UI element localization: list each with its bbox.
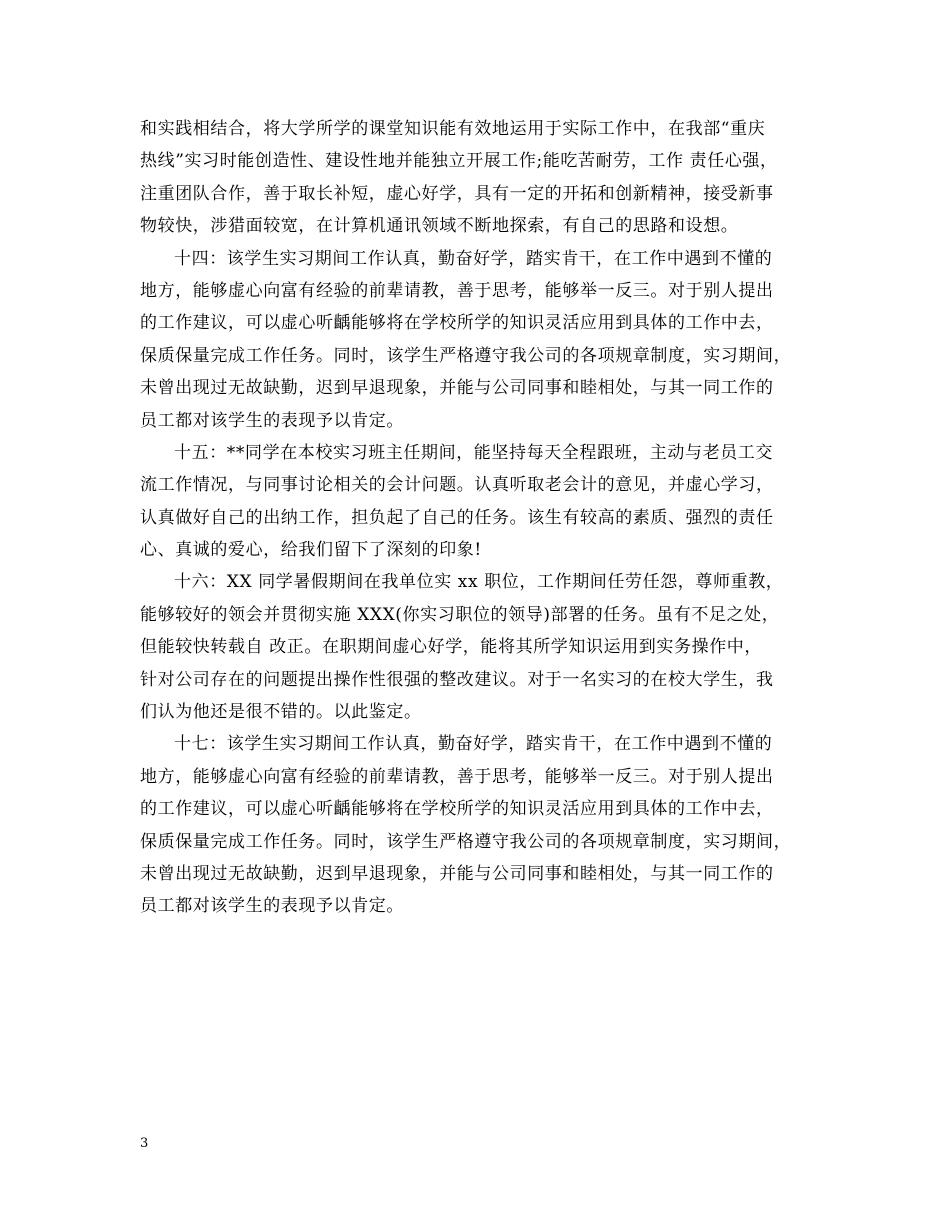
text-line: 保质保量完成工作任务。同时，该学生严格遵守我公司的各项规章制度，实习期间， [140, 345, 792, 366]
text-line: 流工作情况，与同事讨论相关的会计问题。认真听取老会计的意见，并虚心学习， [140, 475, 774, 496]
text-line: 和实践相结合，将大学所学的课堂知识能有效地运用于实际工作中，在我部“重庆 [140, 119, 766, 139]
text-line: 但能较快转载自 改正。在职期间虚心好学，能将其所学知识运用到实务操作中， [140, 637, 763, 658]
text-line: 的工作建议，可以虚心听齲能够将在学校所学的知识灵活应用到具体的工作中去， [140, 313, 774, 334]
text-line: 认真做好自己的出纳工作，担负起了自己的任务。该生有较高的素质、强烈的责任 [140, 507, 774, 528]
text-line: 注重团队合作，善于取长补短，虚心好学，具有一定的开拓和创新精神，接受新事 [140, 183, 774, 204]
text-line: 员工都对该学生的表现予以肯定。 [140, 410, 404, 431]
text-line: 地方，能够虚心向富有经验的前辈请教，善于思考，能够举一反三。对于别人提出 [140, 280, 774, 301]
text-line: 热线”实习时能创造性、建设性地并能独立开展工作;能吃苦耐劳，工作 责任心强， [140, 151, 778, 172]
text-line: 的工作建议，可以虚心听齲能够将在学校所学的知识灵活应用到具体的工作中去， [140, 799, 774, 820]
text-line: 未曾出现过无故缺勤，迟到早退现象，并能与公司同事和睦相处，与其一同工作的 [140, 863, 774, 884]
text-line: 能够较好的领会并贯彻实施 XXX(你实习职位的领导)部署的任务。虽有不足之处， [140, 604, 780, 625]
text-line: 们认为他还是很不错的。以此鉴定。 [140, 702, 422, 723]
text-line: 心、真诚的爱心，给我们留下了深刻的印象! [140, 540, 482, 561]
text-line: 地方，能够虚心向富有经验的前辈请教，善于思考，能够举一反三。对于别人提出 [140, 766, 774, 787]
text-line: 物较快，涉猎面较宽，在计算机通讯领域不断地探索，有自己的思路和设想。 [140, 216, 739, 237]
paragraph-start-line: 十七：该学生实习期间工作认真，勤奋好学，踏实肯干，在工作中遇到不懂的 [174, 734, 773, 755]
text-line: 未曾出现过无故缺勤，迟到早退现象，并能与公司同事和睦相处，与其一同工作的 [140, 378, 774, 399]
text-line: 员工都对该学生的表现予以肯定。 [140, 896, 404, 917]
document-body [140, 113, 826, 923]
page-number: 3 [140, 1136, 149, 1151]
text-line: 针对公司存在的问题提出操作性很强的整改建议。对于一名实习的在校大学生，我 [140, 669, 774, 690]
text-line: 保质保量完成工作任务。同时，该学生严格遵守我公司的各项规章制度，实习期间， [140, 831, 792, 852]
paragraph-start-line: 十四：该学生实习期间工作认真，勤奋好学，踏实肯干，在工作中遇到不懂的 [174, 248, 773, 269]
paragraph-start-line: 十六：XX 同学暑假期间在我单位实 xx 职位，工作期间任劳任怨，尊师重教， [174, 572, 784, 593]
paragraph-start-line: 十五：**同学在本校实习班主任期间，能坚持每天全程跟班，主动与老员工交 [174, 442, 773, 463]
